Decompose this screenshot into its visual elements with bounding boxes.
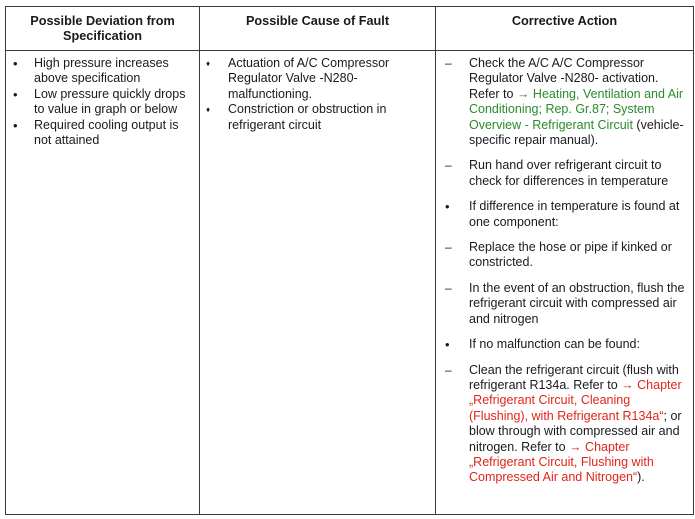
deviation-item xyxy=(12,56,193,87)
cause-item xyxy=(206,102,429,133)
dash-icon: – xyxy=(445,158,452,173)
link-chapter-flushing-compressed-air[interactable]: → Chapter „Refrigerant Circuit, Flushing with Compressed Air and Nitrogen“ xyxy=(469,439,654,485)
deviation-cell xyxy=(6,51,200,515)
bullet-icon: • xyxy=(445,199,450,215)
cause-item xyxy=(206,56,429,102)
action-text: (vehicle-specific repair manual). xyxy=(469,117,684,148)
action-item xyxy=(442,337,687,352)
action-item xyxy=(442,158,687,189)
bullet-icon: • xyxy=(13,117,18,133)
cause-text: Constriction or obstruction in refrigerant circuit xyxy=(228,102,387,132)
diamond-icon: ♦ xyxy=(206,59,211,68)
action-text: ; or blow through with compressed air and nitrogen. Refer to xyxy=(469,408,682,454)
cause-text: Actuation of A/C Compressor Regulator Valve -N280- malfunctioning. xyxy=(228,56,390,101)
action-item xyxy=(442,281,687,327)
deviation-text: Required cooling output is not attained xyxy=(34,117,179,148)
action-text: In the event of an obstruction, flush the refrigerant circuit with compressed air and nitrogen xyxy=(469,280,685,326)
bullet-icon: • xyxy=(13,56,18,71)
table-row xyxy=(6,51,694,515)
deviation-text: High pressure increases above specification xyxy=(34,56,169,86)
header-row xyxy=(6,7,694,51)
action-text: ). xyxy=(637,470,645,485)
cause-cell xyxy=(200,51,436,515)
action-item xyxy=(442,363,687,486)
deviation-list xyxy=(12,56,193,148)
action-text: If difference in temperature is found at one component: xyxy=(469,199,680,229)
action-text: If no malfunction can be found: xyxy=(469,337,640,352)
header-action: Corrective Action xyxy=(436,7,694,51)
deviation-item xyxy=(12,118,193,149)
diamond-icon: ♦ xyxy=(206,105,211,115)
bullet-icon: • xyxy=(445,337,450,353)
action-item xyxy=(442,56,687,148)
action-cell xyxy=(436,51,694,515)
link-chapter-cleaning-flushing[interactable]: → Chapter „Refrigerant Circuit, Cleaning (Flushing), with Refrigerant R134a“ xyxy=(469,377,682,423)
dash-icon: – xyxy=(445,362,452,377)
dash-icon: – xyxy=(445,240,452,255)
deviation-item xyxy=(12,87,193,118)
action-list xyxy=(442,56,687,486)
action-text: Replace the hose or pipe if kinked or constricted. xyxy=(469,240,672,270)
link-system-overview[interactable]: → Heating, Ventilation and Air Conditioning; Rep. Gr.87; System Overview - Refrigerant Circuit xyxy=(469,86,684,132)
action-text: Check the A/C A/C Compressor Regulator Valve -N280- activation. Refer to xyxy=(469,56,659,101)
action-item xyxy=(442,199,687,230)
bullet-icon: • xyxy=(13,86,18,102)
header-cause: Possible Cause of Fault xyxy=(200,7,436,51)
action-item xyxy=(442,240,687,271)
action-text: Clean the refrigerant circuit (flush with refrigerant R134a. Refer to xyxy=(469,362,679,392)
deviation-text: Low pressure quickly drops to value in graph or below xyxy=(34,86,186,117)
header-deviation: Possible Deviation from Specification xyxy=(6,7,200,51)
cause-list xyxy=(206,56,429,133)
action-text: Run hand over refrigerant circuit to check for differences in temperature xyxy=(469,158,669,188)
dash-icon: – xyxy=(445,280,452,295)
fault-table xyxy=(5,6,694,515)
dash-icon: – xyxy=(445,56,452,70)
